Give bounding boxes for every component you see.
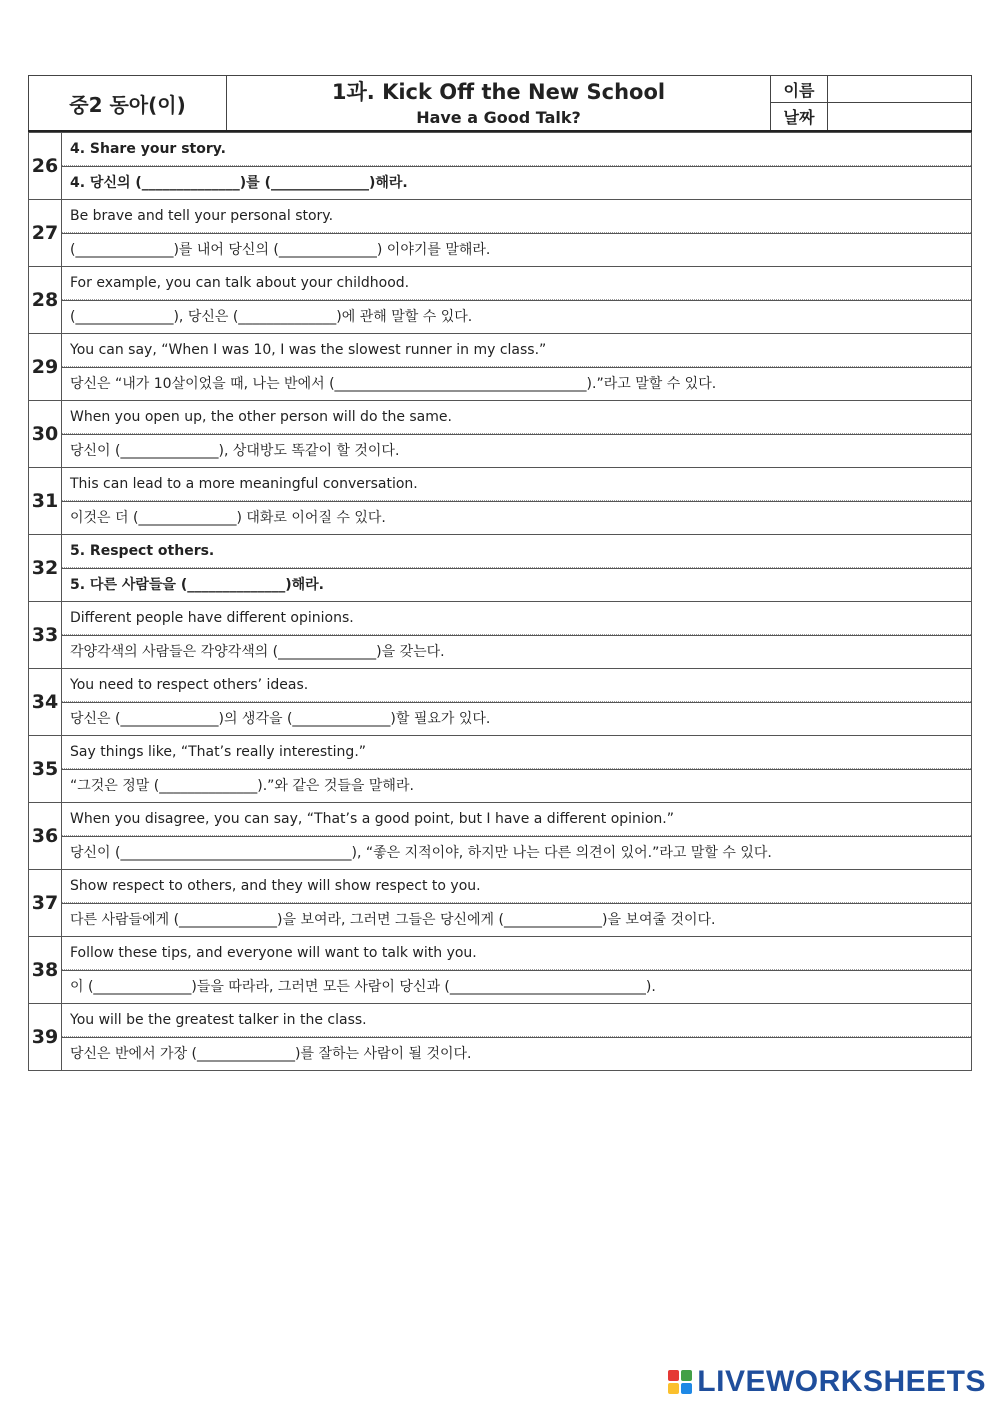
exercise-row-translation	[29, 167, 972, 200]
lesson-title-cell	[227, 76, 771, 132]
korean-fill-in-sentence[interactable]: 이 (______________)들을 따라라, 그러면 모든 사람이 당신과 (____________________________).	[70, 979, 656, 995]
row-number: 26	[29, 133, 62, 200]
row-number: 32	[29, 535, 62, 602]
korean-fill-in-sentence[interactable]: 당신은 반에서 가장 (______________)를 잘하는 사람이 될 것이다.	[70, 1046, 472, 1062]
exercise-row-translation	[29, 904, 972, 937]
liveworksheets-logo	[668, 1365, 986, 1399]
exercise-row-translation	[29, 234, 972, 267]
exercise-row	[29, 267, 972, 301]
row-number: 39	[29, 1004, 62, 1071]
english-sentence: This can lead to a more meaningful conversation.	[62, 468, 971, 501]
exercise-row-translation	[29, 569, 972, 602]
korean-fill-in-sentence[interactable]: 당신이 (_________________________________), “좋은 지적이야, 하지만 나는 다른 의견이 있어.”라고 말할 수 있다.	[70, 845, 772, 861]
row-number: 34	[29, 669, 62, 736]
row-number: 37	[29, 870, 62, 937]
exercise-row-translation	[29, 703, 972, 736]
english-sentence: When you open up, the other person will do the same.	[62, 401, 971, 434]
class-label: 중2 동아(이)	[29, 76, 227, 132]
exercise-row-translation	[29, 502, 972, 535]
exercise-row	[29, 602, 972, 636]
lesson-title: 1과. Kick Off the New School	[331, 80, 666, 104]
exercise-table	[28, 132, 972, 1071]
exercise-row	[29, 803, 972, 837]
exercise-row	[29, 200, 972, 234]
row-number: 28	[29, 267, 62, 334]
korean-fill-in-sentence[interactable]: 당신은 (______________)의 생각을 (______________)할 필요가 있다.	[70, 711, 491, 727]
english-sentence: You will be the greatest talker in the class.	[62, 1004, 971, 1037]
exercise-row	[29, 736, 972, 770]
english-sentence: You can say, “When I was 10, I was the slowest runner in my class.”	[62, 334, 971, 367]
exercise-row-translation	[29, 770, 972, 803]
exercise-row	[29, 133, 972, 167]
row-number: 31	[29, 468, 62, 535]
english-sentence: For example, you can talk about your childhood.	[62, 267, 971, 300]
exercise-row	[29, 937, 972, 971]
exercise-row	[29, 669, 972, 703]
exercise-row-translation	[29, 301, 972, 334]
english-sentence: Different people have different opinions.	[62, 602, 971, 635]
exercise-row	[29, 468, 972, 502]
exercise-row-translation	[29, 837, 972, 870]
english-sentence: When you disagree, you can say, “That’s a good point, but I have a different opinion.”	[62, 803, 971, 836]
worksheet-header	[28, 75, 972, 132]
exercise-row	[29, 401, 972, 435]
exercise-row	[29, 535, 972, 569]
row-number: 29	[29, 334, 62, 401]
exercise-row-translation	[29, 368, 972, 401]
name-label: 이름	[771, 76, 828, 103]
date-label: 날짜	[771, 103, 828, 131]
english-sentence: 5. Respect others.	[62, 535, 971, 568]
row-number: 30	[29, 401, 62, 468]
exercise-row	[29, 1004, 972, 1038]
worksheet	[28, 75, 971, 1071]
date-field[interactable]	[828, 103, 972, 131]
lesson-subtitle: Have a Good Talk?	[416, 108, 581, 127]
english-sentence: Be brave and tell your personal story.	[62, 200, 971, 233]
logo-mark-icon	[668, 1370, 692, 1394]
english-sentence: Say things like, “That’s really interesting.”	[62, 736, 971, 769]
row-number: 33	[29, 602, 62, 669]
exercise-row	[29, 870, 972, 904]
korean-fill-in-sentence[interactable]: 당신은 “내가 10살이었을 때, 나는 반에서 (____________________________________).”라고 말할 수 있다.	[70, 376, 717, 392]
row-number: 27	[29, 200, 62, 267]
english-sentence: Follow these tips, and everyone will want to talk with you.	[62, 937, 971, 970]
exercise-row-translation	[29, 636, 972, 669]
row-number: 38	[29, 937, 62, 1004]
korean-fill-in-sentence[interactable]: 이것은 더 (______________) 대화로 이어질 수 있다.	[70, 510, 386, 526]
exercise-row-translation	[29, 1038, 972, 1071]
exercise-row-translation	[29, 435, 972, 468]
korean-fill-in-sentence[interactable]: “그것은 정말 (______________).”와 같은 것들을 말해라.	[70, 778, 414, 794]
english-sentence: Show respect to others, and they will show respect to you.	[62, 870, 971, 903]
row-number: 36	[29, 803, 62, 870]
exercise-row	[29, 334, 972, 368]
korean-fill-in-sentence[interactable]: 각양각색의 사람들은 각양각색의 (______________)을 갖는다.	[70, 644, 445, 660]
logo-text: LIVEWORKSHEETS	[697, 1365, 986, 1398]
name-field[interactable]	[828, 76, 972, 103]
korean-fill-in-sentence[interactable]: 다른 사람들에게 (______________)을 보여라, 그러면 그들은 당신에게 (______________)을 보여줄 것이다.	[70, 912, 716, 928]
english-sentence: 4. Share your story.	[62, 133, 971, 166]
korean-fill-in-sentence[interactable]: 5. 다른 사람들을 (______________)해라.	[70, 577, 324, 593]
korean-fill-in-sentence[interactable]: 4. 당신의 (______________)를 (______________)해라.	[70, 175, 408, 191]
row-number: 35	[29, 736, 62, 803]
korean-fill-in-sentence[interactable]: (______________), 당신은 (______________)에 관해 말할 수 있다.	[70, 309, 473, 325]
korean-fill-in-sentence[interactable]: 당신이 (______________), 상대방도 똑같이 할 것이다.	[70, 443, 400, 459]
korean-fill-in-sentence[interactable]: (______________)를 내어 당신의 (______________) 이야기를 말해라.	[70, 242, 491, 258]
exercise-row-translation	[29, 971, 972, 1004]
english-sentence: You need to respect others’ ideas.	[62, 669, 971, 702]
